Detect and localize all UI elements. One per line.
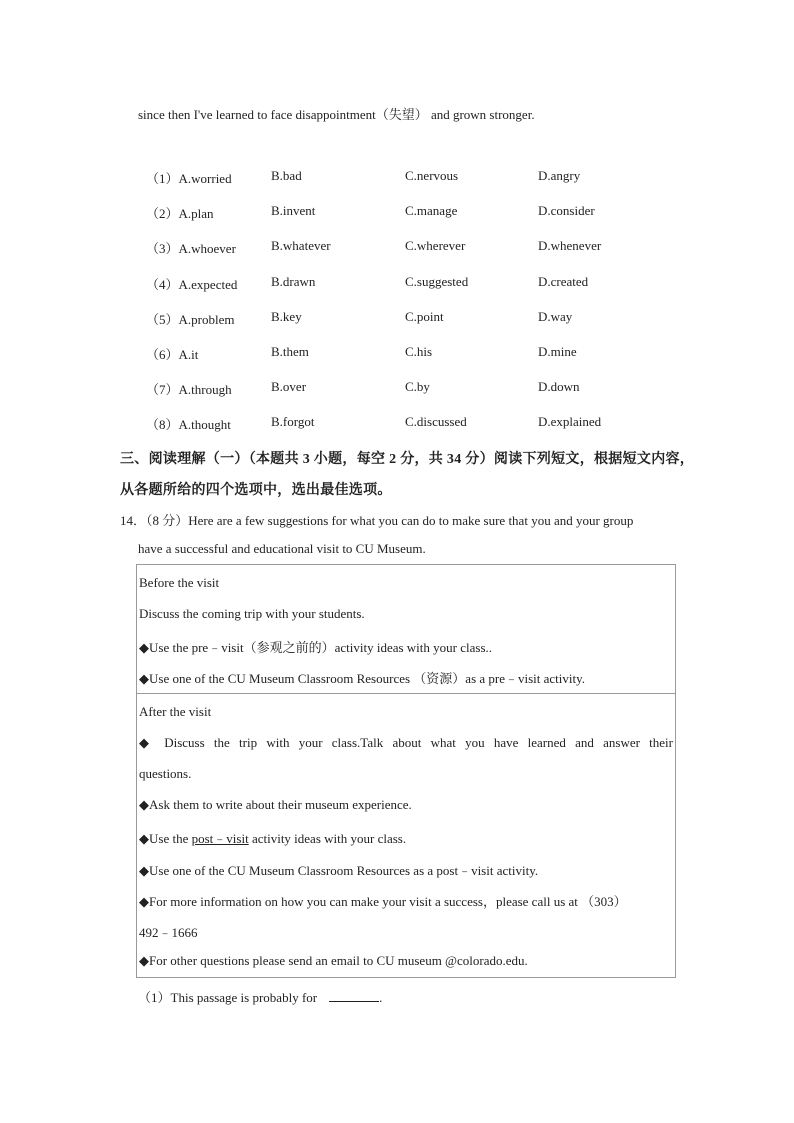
option-c: C.discussed <box>405 414 467 429</box>
post-visit-link[interactable]: post﹣visit <box>191 831 249 846</box>
option-c: C.point <box>405 309 444 324</box>
option-d: D.whenever <box>538 238 602 253</box>
option-b: B.over <box>271 379 307 394</box>
option-d: D.way <box>538 309 573 324</box>
after-visit-line-3 <box>139 828 406 847</box>
option-number: （3） <box>146 241 179 256</box>
option-row <box>0 203 794 223</box>
option-d: D.mine <box>538 344 577 359</box>
option-c: C.manage <box>405 203 458 218</box>
option-b: B.key <box>271 309 302 324</box>
option-row <box>0 309 794 329</box>
question-14-line1: 14．（8 分）Here are a few suggestions for what you can do to make sure that you and your group <box>120 513 634 528</box>
option-row <box>0 238 794 258</box>
option-c: C.nervous <box>405 168 459 183</box>
after-visit-line-1b: questions. <box>139 766 192 781</box>
option-d: D.angry <box>538 168 581 183</box>
option-a-text: A.whoever <box>178 241 236 256</box>
option-a-text: A.worried <box>178 171 232 186</box>
option-c: C.his <box>405 344 433 359</box>
sub-question-end: . <box>379 990 383 1005</box>
section-heading-line1: 三、阅读理解（一）（本题共 3 小题，每空 2 分，共 34 分）阅读下列短文，根据短文内容， <box>120 452 695 467</box>
before-visit-line-3: ◆Use one of the CU Museum Classroom Resources （资源）as a pre﹣visit activity. <box>139 671 586 686</box>
sub-question-1 <box>138 987 382 1006</box>
before-visit-line-1: Discuss the coming trip with your students. <box>139 606 365 621</box>
option-a <box>146 344 198 363</box>
before-visit-line-2: ◆Use the pre﹣visit（参观之前的）activity ideas with your class.. <box>139 640 492 655</box>
table-divider <box>137 693 675 694</box>
option-c: C.wherever <box>405 238 466 253</box>
option-row <box>0 379 794 399</box>
option-a <box>146 414 231 433</box>
answer-blank[interactable] <box>329 991 379 1002</box>
option-b: B.forgot <box>271 414 315 429</box>
after-visit-line-1a: ◆ Discuss the trip with your class.Talk about what you have learned and answer their <box>139 735 673 750</box>
option-d: D.explained <box>538 414 602 429</box>
option-row <box>0 414 794 434</box>
option-row <box>0 344 794 364</box>
after-visit-line-2: ◆Ask them to write about their museum experience. <box>139 797 412 812</box>
question-14-line2: have a successful and educational visit to CU Museum. <box>138 541 426 556</box>
option-d: D.created <box>538 274 589 289</box>
option-c: C.by <box>405 379 430 394</box>
option-b: B.bad <box>271 168 302 183</box>
option-number: （5） <box>146 312 179 327</box>
option-a <box>146 168 232 187</box>
sub-question-text: This passage is probably for <box>170 990 318 1005</box>
after-visit-line-5b: 492﹣1666 <box>139 925 198 940</box>
intro-line: since then I've learned to face disappointment（失望） and grown stronger. <box>138 107 535 122</box>
option-row <box>0 168 794 188</box>
after-visit-line-3-pre: ◆Use the <box>139 831 192 846</box>
after-visit-line-5a: ◆For more information on how you can make your visit a success，please call us at （303） <box>139 894 627 909</box>
after-visit-heading: After the visit <box>139 704 212 719</box>
option-a <box>146 379 232 398</box>
option-number: （7） <box>146 382 179 397</box>
option-b: B.them <box>271 344 309 359</box>
option-number: （8） <box>146 417 179 432</box>
after-visit-line-6: ◆For other questions please send an email to CU museum @colorado.edu. <box>139 953 528 968</box>
option-b: B.whatever <box>271 238 331 253</box>
option-b: B.drawn <box>271 274 316 289</box>
option-number: （4） <box>146 277 179 292</box>
option-a <box>146 309 234 328</box>
option-a-text: A.thought <box>178 417 231 432</box>
suggestions-table <box>136 564 676 978</box>
option-row <box>0 274 794 294</box>
option-d: D.consider <box>538 203 595 218</box>
option-a-text: A.plan <box>178 206 214 221</box>
option-number: （1） <box>146 171 179 186</box>
option-number: （2） <box>146 206 179 221</box>
option-a-text: A.through <box>178 382 232 397</box>
after-visit-line-3-post: activity ideas with your class. <box>248 831 407 846</box>
sub-question-number: （1） <box>138 990 171 1005</box>
option-a <box>146 274 237 293</box>
option-a <box>146 238 236 257</box>
option-c: C.suggested <box>405 274 469 289</box>
option-d: D.down <box>538 379 580 394</box>
option-a-text: A.it <box>178 347 199 362</box>
option-a-text: A.expected <box>178 277 238 292</box>
option-number: （6） <box>146 347 179 362</box>
after-visit-line-4: ◆Use one of the CU Museum Classroom Resources as a post﹣visit activity. <box>139 863 539 878</box>
option-a <box>146 203 214 222</box>
section-heading-line2: 从各题所给的四个选项中，选出最佳选项。 <box>120 483 392 498</box>
option-b: B.invent <box>271 203 316 218</box>
option-a-text: A.problem <box>178 312 235 327</box>
before-visit-heading: Before the visit <box>139 575 220 590</box>
